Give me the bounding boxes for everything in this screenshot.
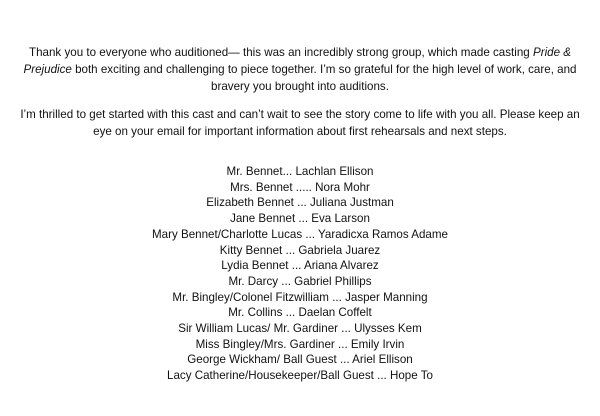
thank-you-paragraph [20, 44, 580, 95]
cast-list-item: Lacy Catherine/Housekeeper/Ball Guest ... Hope To [167, 369, 433, 383]
cast-list-item: Mr. Bingley/Colonel Fitzwilliam ... Jasper Manning [172, 290, 428, 304]
cast-list-item: Mrs. Bennet ..... Nora Mohr [230, 180, 370, 194]
cast-list-item: Mr. Collins ... Daelan Coffelt [228, 306, 372, 320]
cast-list-item: Jane Bennet ... Eva Larson [230, 212, 370, 226]
cast-list-item: Mary Bennet/Charlotte Lucas ... Yaradicxa Ramos Adame [151, 227, 448, 241]
thank-you-text-start: Thank you to everyone who auditioned— this was an incredibly strong group, which made casting [29, 46, 533, 59]
cast-list [0, 164, 600, 384]
thank-you-text-end: both exciting and challenging to piece together. I’m so grateful for the high level of work, care, and bravery you brought into auditions. [71, 63, 577, 93]
cast-list-item: George Wickham/ Ball Guest ... Ariel Ellison [187, 353, 413, 367]
cast-list-item: Mr. Darcy ... Gabriel Phillips [228, 274, 372, 288]
cast-list-item: Sir William Lucas/ Mr. Gardiner ... Ulysses Kem [178, 322, 422, 336]
cast-list-item: Kitty Bennet ... Gabriela Juarez [219, 243, 381, 257]
cast-list-item: Miss Bingley/Mrs. Gardiner ... Emily Irvin [195, 337, 405, 351]
cast-list-item: Elizabeth Bennet ... Juliana Justman [206, 196, 394, 210]
next-steps-paragraph: I’m thrilled to get started with this cast and can’t wait to see the story come to life with you all. Please keep an eye on your email for important information about first rehearsals and next steps. [20, 108, 580, 138]
cast-list-item: Lydia Bennet ... Ariana Alvarez [221, 259, 379, 273]
show-title: Pride & Prejudice [23, 46, 571, 76]
cast-list-item: Mr. Bennet... Lachlan Ellison [226, 165, 374, 178]
